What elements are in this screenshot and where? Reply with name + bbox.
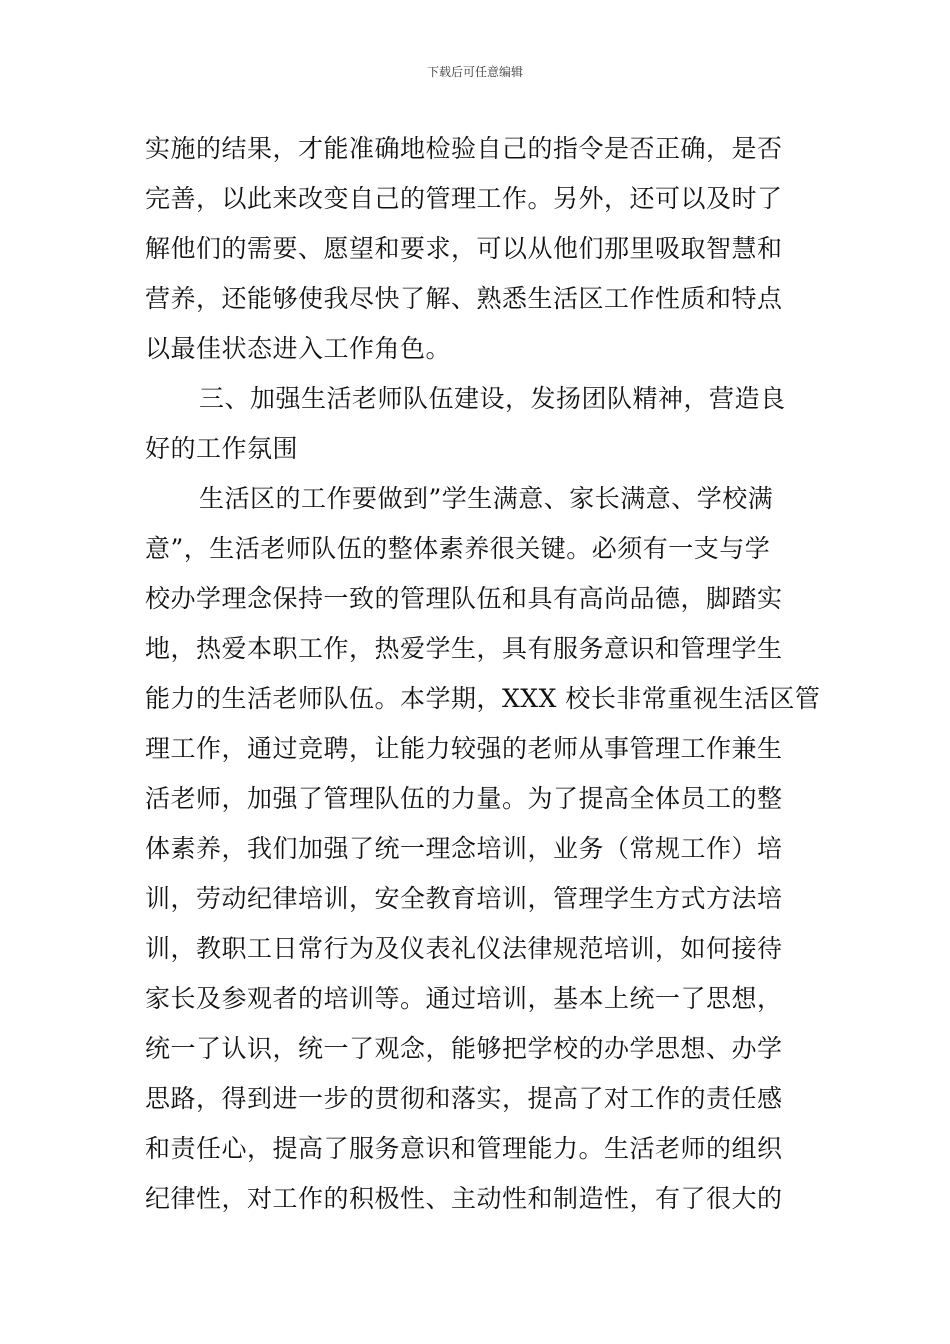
text-line: 能力的生活老师队伍。本学期，XXX 校长非常重视生活区管 <box>145 684 821 713</box>
text-line: 以最佳状态进入工作角色。 <box>145 334 452 363</box>
text-line: 训，教职工日常行为及仪表礼仪法律规范培训，如何接待 <box>145 934 783 963</box>
text-line: 完善，以此来改变自己的管理工作。另外，还可以及时了 <box>145 184 783 213</box>
text-line: 解他们的需要、愿望和要求，可以从他们那里吸取智慧和 <box>145 234 783 263</box>
page-header-note: 下载后可任意编辑 <box>426 65 523 79</box>
text-line: 生活区的工作要做到”学生满意、家长满意、学校满 <box>199 484 774 513</box>
section-heading-line: 三、加强生活老师队伍建设，发扬团队精神，营造良 <box>199 384 786 413</box>
text-line: 和责任心，提高了服务意识和管理能力。生活老师的组织 <box>145 1134 783 1163</box>
text-line: 实施的结果，才能准确地检验自己的指令是否正确，是否 <box>145 134 783 163</box>
text-line: 统一了认识，统一了观念，能够把学校的办学思想、办学 <box>145 1034 783 1063</box>
text-line: 校办学理念保持一致的管理队伍和具有高尚品德，脚踏实 <box>145 584 783 613</box>
text-line: 营养，还能够使我尽快了解、熟悉生活区工作性质和特点 <box>145 284 783 313</box>
text-line: 训，劳动纪律培训，安全教育培训，管理学生方式方法培 <box>145 884 783 913</box>
text-line: 家长及参观者的培训等。通过培训，基本上统一了思想， <box>145 984 783 1013</box>
text-line: 纪律性，对工作的积极性、主动性和制造性，有了很大的 <box>145 1184 783 1213</box>
text-line: 理工作，通过竞聘，让能力较强的老师从事管理工作兼生 <box>145 734 783 763</box>
section-heading-line: 好的工作氛围 <box>145 434 299 463</box>
text-line: 地，热爱本职工作，热爱学生，具有服务意识和管理学生 <box>145 634 783 663</box>
document-body <box>145 124 821 1224</box>
text-line: 意”，生活老师队伍的整体素养很关键。必须有一支与学 <box>145 534 771 563</box>
text-line: 思路，得到进一步的贯彻和落实，提高了对工作的责任感 <box>145 1084 783 1113</box>
text-line: 体素养，我们加强了统一理念培训，业务（常规工作）培 <box>145 834 783 863</box>
text-line: 活老师，加强了管理队伍的力量。为了提高全体员工的整 <box>145 784 783 813</box>
